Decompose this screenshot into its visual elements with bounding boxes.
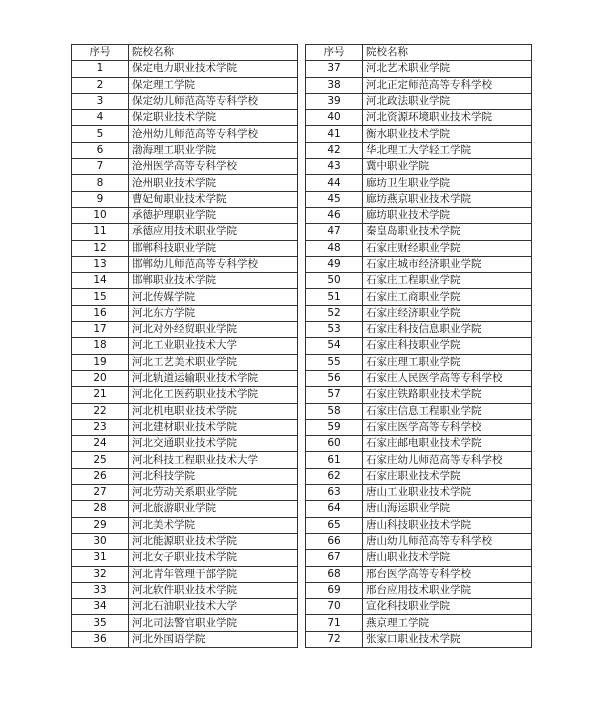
college-name: 河北石油职业技术大学 (129, 599, 298, 615)
table-row (72, 533, 298, 549)
college-name: 承德应用技术职业学院 (129, 224, 298, 240)
row-number: 3 (72, 93, 129, 109)
table-row (306, 305, 532, 321)
row-number: 50 (306, 273, 363, 289)
table-row (306, 387, 532, 403)
row-number: 45 (306, 191, 363, 207)
row-number: 30 (72, 533, 129, 549)
college-name: 石家庄科技职业学院 (363, 338, 532, 354)
table-row (72, 256, 298, 272)
row-number: 26 (72, 468, 129, 484)
table-header-row (72, 45, 298, 61)
row-number: 21 (72, 387, 129, 403)
college-name: 沧州职业技术学院 (129, 175, 298, 191)
table-row (72, 468, 298, 484)
college-name: 石家庄工商职业学院 (363, 289, 532, 305)
table-row (306, 175, 532, 191)
table-row (72, 485, 298, 501)
college-name: 河北能源职业技术学院 (129, 533, 298, 549)
row-number: 62 (306, 468, 363, 484)
college-name: 邯郸职业技术学院 (129, 273, 298, 289)
college-name: 河北科技学院 (129, 468, 298, 484)
college-name: 唐山海运职业学院 (363, 501, 532, 517)
row-number: 72 (306, 631, 363, 647)
table-row (72, 550, 298, 566)
table-row (72, 273, 298, 289)
row-number: 28 (72, 501, 129, 517)
table-row (306, 256, 532, 272)
table-row (72, 61, 298, 77)
row-number: 40 (306, 110, 363, 126)
table-row (306, 142, 532, 158)
table-row (306, 631, 532, 647)
row-number: 19 (72, 354, 129, 370)
college-name: 张家口职业技术学院 (363, 631, 532, 647)
header-number: 序号 (72, 45, 129, 61)
row-number: 29 (72, 517, 129, 533)
table-header-row (306, 45, 532, 61)
row-number: 37 (306, 61, 363, 77)
row-number: 10 (72, 207, 129, 223)
college-name: 河北青年管理干部学院 (129, 566, 298, 582)
row-number: 59 (306, 419, 363, 435)
college-name: 河北建材职业技术学院 (129, 419, 298, 435)
table-row (72, 224, 298, 240)
college-name: 河北外国语学院 (129, 631, 298, 647)
row-number: 13 (72, 256, 129, 272)
row-number: 24 (72, 436, 129, 452)
college-name: 保定幼儿师范高等专科学校 (129, 93, 298, 109)
college-name: 石家庄理工职业学院 (363, 354, 532, 370)
college-name: 廊坊职业技术学院 (363, 207, 532, 223)
table-row (72, 436, 298, 452)
table-row (306, 501, 532, 517)
row-number: 34 (72, 599, 129, 615)
row-number: 47 (306, 224, 363, 240)
table-row (72, 566, 298, 582)
college-name: 河北轨道运输职业技术学院 (129, 370, 298, 386)
college-name: 石家庄幼儿师范高等专科学校 (363, 452, 532, 468)
row-number: 43 (306, 159, 363, 175)
college-name: 唐山职业技术学院 (363, 550, 532, 566)
row-number: 65 (306, 517, 363, 533)
table-row (306, 550, 532, 566)
college-name: 河北司法警官职业学院 (129, 615, 298, 631)
table-row (306, 126, 532, 142)
row-number: 7 (72, 159, 129, 175)
row-number: 18 (72, 338, 129, 354)
row-number: 56 (306, 370, 363, 386)
college-name: 石家庄财经职业学院 (363, 240, 532, 256)
table-row (306, 452, 532, 468)
row-number: 41 (306, 126, 363, 142)
college-name: 燕京理工学院 (363, 615, 532, 631)
row-number: 63 (306, 485, 363, 501)
row-number: 2 (72, 77, 129, 93)
row-number: 70 (306, 599, 363, 615)
table-row (306, 289, 532, 305)
college-name: 邯郸幼儿师范高等专科学校 (129, 256, 298, 272)
table-row (72, 142, 298, 158)
college-name: 河北对外经贸职业学院 (129, 322, 298, 338)
college-name: 邢台医学高等专科学校 (363, 566, 532, 582)
table-row (72, 126, 298, 142)
college-name: 河北传媒学院 (129, 289, 298, 305)
table-row (306, 468, 532, 484)
table-row (72, 289, 298, 305)
row-number: 42 (306, 142, 363, 158)
row-number: 66 (306, 533, 363, 549)
college-name: 河北工艺美术职业学院 (129, 354, 298, 370)
row-number: 9 (72, 191, 129, 207)
college-name: 唐山科技职业技术学院 (363, 517, 532, 533)
row-number: 54 (306, 338, 363, 354)
table-row (72, 175, 298, 191)
row-number: 71 (306, 615, 363, 631)
table-row (72, 305, 298, 321)
college-name: 唐山幼儿师范高等专科学校 (363, 533, 532, 549)
table-row (72, 501, 298, 517)
header-college-name: 院校名称 (363, 45, 532, 61)
row-number: 48 (306, 240, 363, 256)
college-name: 石家庄经济职业学院 (363, 305, 532, 321)
row-number: 69 (306, 582, 363, 598)
college-name: 冀中职业学院 (363, 159, 532, 175)
college-name: 石家庄科技信息职业学院 (363, 322, 532, 338)
row-number: 51 (306, 289, 363, 305)
table-row (306, 159, 532, 175)
row-number: 60 (306, 436, 363, 452)
row-number: 38 (306, 77, 363, 93)
college-name: 石家庄城市经济职业学院 (363, 256, 532, 272)
college-name: 曹妃甸职业技术学院 (129, 191, 298, 207)
row-number: 33 (72, 582, 129, 598)
college-name: 邢台应用技术职业学院 (363, 582, 532, 598)
table-row (72, 338, 298, 354)
table-row (306, 110, 532, 126)
table-row (306, 566, 532, 582)
table-row (306, 615, 532, 631)
table-row (72, 93, 298, 109)
row-number: 58 (306, 403, 363, 419)
table-row (72, 387, 298, 403)
college-name: 廊坊燕京职业技术学院 (363, 191, 532, 207)
table-row (72, 159, 298, 175)
row-number: 68 (306, 566, 363, 582)
table-row (306, 77, 532, 93)
table-row (306, 419, 532, 435)
table-row (72, 403, 298, 419)
table-row (306, 61, 532, 77)
header-college-name: 院校名称 (129, 45, 298, 61)
table-row (306, 582, 532, 598)
row-number: 25 (72, 452, 129, 468)
college-name: 宣化科技职业学院 (363, 599, 532, 615)
college-name: 石家庄工程职业学院 (363, 273, 532, 289)
row-number: 61 (306, 452, 363, 468)
table-row (306, 240, 532, 256)
row-number: 55 (306, 354, 363, 370)
table-row (72, 582, 298, 598)
college-name: 河北软件职业技术学院 (129, 582, 298, 598)
row-number: 35 (72, 615, 129, 631)
college-name: 石家庄信息工程职业学院 (363, 403, 532, 419)
college-name: 华北理工大学轻工学院 (363, 142, 532, 158)
table-row (306, 403, 532, 419)
row-number: 46 (306, 207, 363, 223)
table-row (72, 517, 298, 533)
college-name: 河北美术学院 (129, 517, 298, 533)
row-number: 8 (72, 175, 129, 191)
table-row (72, 354, 298, 370)
college-name: 河北艺术职业学院 (363, 61, 532, 77)
college-name: 石家庄职业技术学院 (363, 468, 532, 484)
college-name: 衡水职业技术学院 (363, 126, 532, 142)
row-number: 57 (306, 387, 363, 403)
table-row (72, 240, 298, 256)
row-number: 6 (72, 142, 129, 158)
college-name: 邯郸科技职业学院 (129, 240, 298, 256)
table-row (72, 191, 298, 207)
row-number: 1 (72, 61, 129, 77)
table-row (72, 77, 298, 93)
college-name: 石家庄铁路职业技术学院 (363, 387, 532, 403)
college-name: 河北机电职业技术学院 (129, 403, 298, 419)
table-row (306, 338, 532, 354)
row-number: 53 (306, 322, 363, 338)
college-name: 保定职业技术学院 (129, 110, 298, 126)
table-row (306, 207, 532, 223)
row-number: 39 (306, 93, 363, 109)
row-number: 44 (306, 175, 363, 191)
table-row (306, 322, 532, 338)
row-number: 16 (72, 305, 129, 321)
college-name: 河北交通职业技术学院 (129, 436, 298, 452)
row-number: 64 (306, 501, 363, 517)
row-number: 27 (72, 485, 129, 501)
college-name: 河北化工医药职业技术学院 (129, 387, 298, 403)
table-row (306, 436, 532, 452)
table-row (306, 273, 532, 289)
row-number: 5 (72, 126, 129, 142)
row-number: 67 (306, 550, 363, 566)
college-name: 渤海理工职业学院 (129, 142, 298, 158)
row-number: 14 (72, 273, 129, 289)
table-row (72, 207, 298, 223)
college-table-left (71, 44, 298, 648)
college-name: 廊坊卫生职业学院 (363, 175, 532, 191)
college-name: 河北东方学院 (129, 305, 298, 321)
college-name: 河北正定师范高等专科学校 (363, 77, 532, 93)
table-row (72, 370, 298, 386)
row-number: 31 (72, 550, 129, 566)
row-number: 23 (72, 419, 129, 435)
college-name: 河北劳动关系职业学院 (129, 485, 298, 501)
college-table-right (305, 44, 532, 648)
college-name: 保定电力职业技术学院 (129, 61, 298, 77)
college-name: 石家庄人民医学高等专科学校 (363, 370, 532, 386)
table-row (72, 322, 298, 338)
table-row (306, 533, 532, 549)
table-row (72, 631, 298, 647)
table-row (72, 615, 298, 631)
college-name: 河北政法职业学院 (363, 93, 532, 109)
table-row (306, 354, 532, 370)
college-name: 沧州医学高等专科学校 (129, 159, 298, 175)
college-name: 保定理工学院 (129, 77, 298, 93)
college-name: 河北资源环境职业技术学院 (363, 110, 532, 126)
college-name: 唐山工业职业技术学院 (363, 485, 532, 501)
row-number: 49 (306, 256, 363, 272)
table-row (306, 517, 532, 533)
table-row (306, 599, 532, 615)
college-name: 河北科技工程职业技术大学 (129, 452, 298, 468)
row-number: 22 (72, 403, 129, 419)
table-row (306, 370, 532, 386)
table-row (72, 419, 298, 435)
table-row (306, 485, 532, 501)
table-row (306, 93, 532, 109)
college-name: 石家庄医学高等专科学校 (363, 419, 532, 435)
row-number: 20 (72, 370, 129, 386)
row-number: 11 (72, 224, 129, 240)
table-row (306, 224, 532, 240)
college-name: 河北女子职业技术学院 (129, 550, 298, 566)
college-name: 秦皇岛职业技术学院 (363, 224, 532, 240)
row-number: 15 (72, 289, 129, 305)
row-number: 36 (72, 631, 129, 647)
row-number: 32 (72, 566, 129, 582)
table-row (72, 452, 298, 468)
row-number: 52 (306, 305, 363, 321)
row-number: 4 (72, 110, 129, 126)
row-number: 12 (72, 240, 129, 256)
college-name: 沧州幼儿师范高等专科学校 (129, 126, 298, 142)
table-row (72, 110, 298, 126)
header-number: 序号 (306, 45, 363, 61)
row-number: 17 (72, 322, 129, 338)
table-row (306, 191, 532, 207)
college-name: 河北工业职业技术大学 (129, 338, 298, 354)
college-name: 承德护理职业学院 (129, 207, 298, 223)
college-name: 河北旅游职业学院 (129, 501, 298, 517)
table-row (72, 599, 298, 615)
college-name: 石家庄邮电职业技术学院 (363, 436, 532, 452)
